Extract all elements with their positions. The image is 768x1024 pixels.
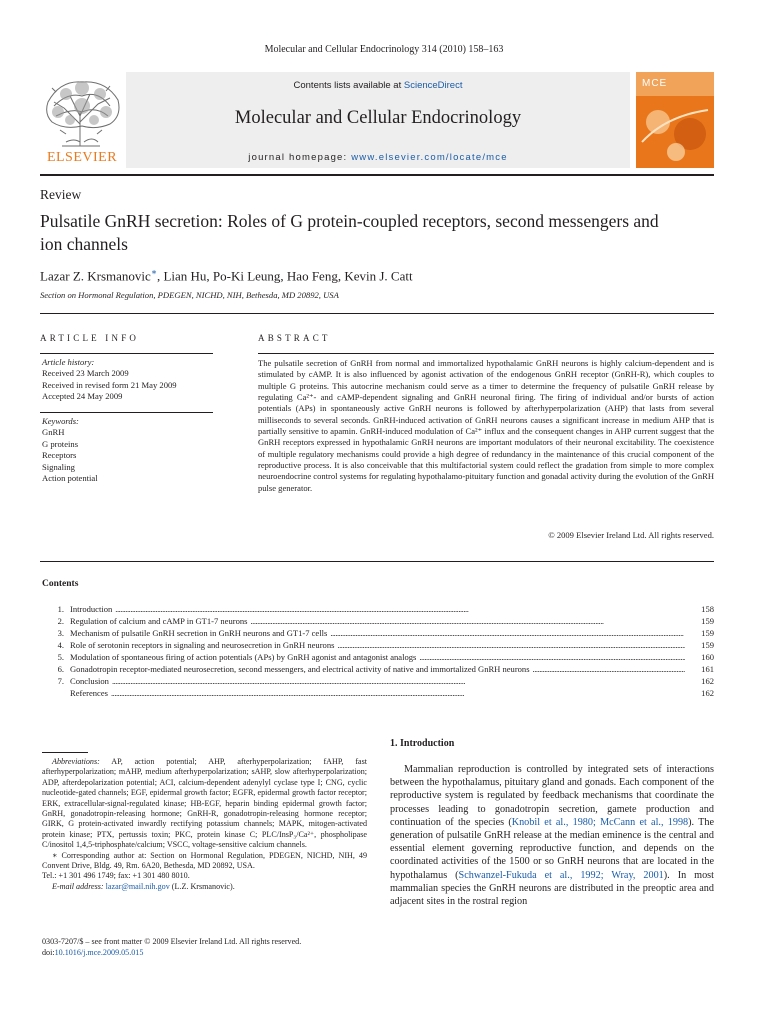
affiliation: Section on Hormonal Regulation, PDEGEN, NICHD, NIH, Bethesda, MD 20892, USA [40,290,339,300]
toc-page: 160 [701,652,714,662]
issn-block [42,936,367,958]
toc-item[interactable] [40,676,714,688]
corresponding-footnote-mark: ∗ [52,850,58,860]
toc-title: Introduction [70,604,113,614]
toc-leader [533,664,685,676]
contents-prefix: Contents lists available at [293,80,402,91]
article-info-divider [40,353,213,354]
journal-header [40,72,714,168]
other-authors: , Lian Hu, Po-Ki Leung, Hao Feng, Kevin J. Catt [156,268,413,284]
intro-text-part: ). The generation of pulsatile GnRH release at the median eminence is the central and essential element governing reproductive function, and depends on the coordinated activities of the 1500 or so GnRH neurons that are located in the hypothalamus ( [390,816,715,881]
history-accepted: Accepted 24 May 2009 [42,391,123,402]
sciencedirect-link[interactable]: ScienceDirect [403,80,463,91]
first-author[interactable]: Lazar Z. Krsmanovic [40,268,151,284]
abstract-divider [258,353,714,354]
toc-leader [330,628,685,640]
article-history [42,357,212,403]
article-info-heading: ARTICLE INFO [40,333,140,343]
toc-leader [250,616,685,628]
keyword-item: Action potential [42,473,98,484]
author-list [40,266,413,284]
journal-homepage [126,152,630,163]
telephone-line: Tel.: +1 301 496 1749; fax: +1 301 480 8010. [42,871,190,881]
article-type: Review [40,187,82,202]
cover-abbrev: MCE [642,78,668,89]
elsevier-logo [40,72,124,168]
toc-number: 6. [57,664,64,674]
keywords-label: Keywords: [42,416,79,426]
toc-item[interactable] [40,688,714,700]
keywords-divider [40,412,213,413]
toc-leader [112,676,685,688]
introduction-text [390,763,714,908]
toc-item[interactable] [40,604,714,616]
intro-text-part: ). In most mammalian species the GnRH neurons are distributed in the preoptic area and adjacent sites in the rostral region [390,869,714,908]
homepage-link[interactable]: www.elsevier.com/locate/mce [351,152,508,163]
journal-title: Molecular and Cellular Endocrinology [234,108,522,128]
keyword-item: G proteins [42,438,79,449]
journal-masthead [126,72,630,168]
toc-leader [115,604,685,616]
journal-cover-image [636,72,714,168]
abstract-text: The pulsatile secretion of GnRH from normal and immortalized hypothalamic GnRH neurons is highly calcium-dependent and is stimulated by cAMP. It is also influenced by agonist activation of the endogenous GnRH receptor (GnRH-R), which couples to multiple G proteins. This autocrine mechanism could serve as a timer to determine the frequency of pulsatile GnRH release by regulating Ca²⁺- and cAMP-dependent signaling and GnRH neuronal firing. The firing of individual and/or bursts of action potentials (APs) in spontaneously active GnRH neurons is followed by afterhyperpolarization (AHP) that lasts from several milliseconds to several seconds. GnRH-induced activation of GnRH neurons causes a significant increase in medium AHP that is partially sensitive to apamin. GnRH-induced modulation of Ca²⁺ influx and the consequent changes in AHP current suggest that the GnRH receptors expressed in hypothalamic GnRH neurons are important modulators of their neuronal excitability. The coexistence of multiple regulatory mechanisms could provide a high degree of redundancy in the maintenance of this crucial component of the reproductive process. It is also conceivable that this multifactorial system could reflect the gradation from simple to more complex neuroendocrine control systems for regulating hypothalamo-pituitary function and gonadal activity during the evolution of the GnRH pulse generator. [258,358,714,493]
header-rule [40,174,714,176]
abbreviations-text: AP, action potential; AHP, afterhyperpolarization; fAHP, fast afterhyperpolarization; mAHP, medium afterhyperpolarization; sAHP, slow afterhyperpolarization; ADP, afterdepolarization potential; ACI, calcium-dependent adenylyl cyclase type I; CNG, cyclic nucleotide-gated channels; EGF, epidermal growth factor; EGFR, epidermal growth factor receptor; ERK, extracellular-signal-regulated kinase; HB-EGF, heparin binding epidermal growth factor; GnRH, gonadotropin-releasing hormone; GnRH-R, gonadotropin-releasing hormone receptor; GIRK, G protein-activated inwardly rectifying potassium channels; MAPK, mitogen-activated protein kinase; PTX, pertussis toxin; PKC, protein kinase C; PLC/InsP₃/Ca²⁺, phospholipase C/inositol 1,4,5-triphosphate/calcium; VSCC, voltage-sensitive calcium channels. [42,757,368,850]
email-line [42,882,367,892]
email-label: E-mail address: [52,881,104,891]
keyword-item: Signaling [42,461,75,472]
toc-number [40,688,70,700]
toc-title: Role of serotonin receptors in signaling and neurosecretion in GnRH neurons [70,640,335,650]
contents-availability [126,80,630,91]
toc-page: 161 [701,664,714,674]
toc-item[interactable] [40,616,714,628]
toc-title: References [70,688,108,698]
contents-title: Contents [42,579,79,589]
toc-page: 162 [701,688,714,698]
toc-title: Gonadotropin receptor-mediated neurosecretion, second messengers, and electrical activity of native and immortalized GnRH neurons [70,664,530,674]
corresponding-footnote [42,851,367,872]
keywords [42,416,212,484]
toc-number: 4. [57,640,64,650]
toc-item[interactable] [40,628,714,640]
toc-number: 3. [57,628,64,638]
keyword-item: GnRH [42,427,65,438]
keyword-item: Receptors [42,450,77,461]
abstract-copyright: © 2009 Elsevier Ireland Ltd. All rights reserved. [548,530,714,540]
toc-number: 1. [57,604,64,614]
toc-page: 162 [701,676,714,686]
running-head: Molecular and Cellular Endocrinology 314 (2010) 158–163 [264,44,504,55]
corresponding-text: Corresponding author at: Section on Hormonal Regulation, PDEGEN, NICHD, NIH, 49 Convent Drive, Bldg. 49, Rm. 6A20, Bethesda, MD 20892, USA. [42,850,367,871]
footnotes [42,757,367,892]
toc-item[interactable] [40,664,714,676]
toc-leader [337,640,685,652]
citation-link[interactable]: Knobil et al., 1980; McCann et al., 1998 [511,816,689,828]
toc-title: Modulation of spontaneous firing of action potentials (APs) by GnRH agonist and antagonist analogs [70,652,417,662]
abstract-heading: ABSTRACT [258,333,331,343]
toc-item[interactable] [40,640,714,652]
article-title: Pulsatile GnRH secretion: Roles of G protein-coupled receptors, second messengers and ion channels [40,211,659,254]
footnote-rule [42,752,88,753]
toc-item[interactable] [40,652,714,664]
citation-link[interactable]: Schwanzel-Fukuda et al., 1992; Wray, 2001 [458,869,664,881]
intro-text-part: Mammalian reproduction is controlled by integrated sets of interactions between the hypothalamus, pituitary gland and gonads. Each component of the reproductive system is regulated by feedback mechanisms that coordinate the processes leading to gonadotropin secretion, gamete production and continuation of the species ( [390,764,714,828]
toc-page: 159 [701,628,714,638]
homepage-prefix: journal homepage: [248,152,348,163]
email-link[interactable]: lazar@mail.nih.gov [105,881,170,891]
toc-page: 159 [701,640,714,650]
doi-line [42,947,367,958]
history-revised: Received in revised form 21 May 2009 [42,379,177,390]
article-info-rule [40,313,714,314]
toc-title: Mechanism of pulsatile GnRH secretion in GnRH neurons and GT1-7 cells [70,628,328,638]
toc-leader [111,688,685,700]
toc-page: 158 [701,604,714,614]
history-received: Received 23 March 2009 [42,368,129,379]
toc-number: 5. [57,652,64,662]
toc-page: 159 [701,616,714,626]
abbreviations-label: Abbreviations: [52,757,100,766]
doi-link[interactable]: 10.1016/j.mce.2009.05.015 [54,948,144,957]
doi-label: doi: [42,948,55,957]
elsevier-wordmark: ELSEVIER [46,150,118,165]
toc-number: 2. [57,616,64,626]
issn-line: 0303-7207/$ – see front matter © 2009 Elsevier Ireland Ltd. All rights reserved. [42,937,302,946]
abbreviations-footnote [42,757,367,851]
toc-number: 7. [57,676,64,686]
corresponding-author-mark[interactable]: ∗ [150,267,157,277]
history-label: Article history: [42,357,95,367]
email-suffix: (L.Z. Krsmanovic). [171,881,235,891]
contents-rule [40,561,714,562]
toc-title: Conclusion [70,676,109,686]
toc-title: Regulation of calcium and cAMP in GT1-7 neurons [70,616,248,626]
toc-leader [419,652,685,664]
introduction-heading: 1. Introduction [390,738,455,749]
